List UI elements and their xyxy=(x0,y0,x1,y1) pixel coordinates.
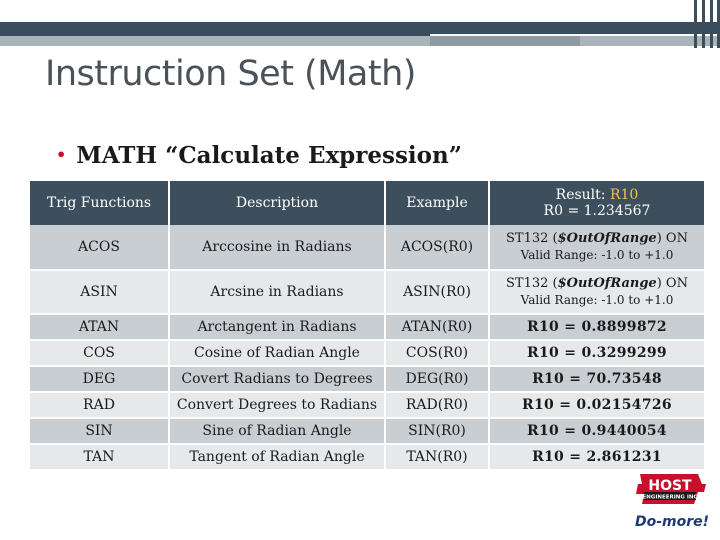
table-row xyxy=(30,393,706,419)
top-bar-segment xyxy=(430,36,580,46)
header-trig-functions: Trig Functions xyxy=(30,181,170,225)
cell-description: Tangent of Radian Angle xyxy=(170,445,386,471)
err-range: Valid Range: -1.0 to +1.0 xyxy=(520,293,674,307)
cell-example: SIN(R0) xyxy=(386,419,490,445)
cell-result: R10 = 0.9440054 xyxy=(490,419,706,445)
cell-description: Convert Degrees to Radians xyxy=(170,393,386,419)
cell-example: ASIN(R0) xyxy=(386,271,490,315)
header-example: Example xyxy=(386,181,490,225)
corner-stripes xyxy=(692,0,720,48)
table-row xyxy=(30,445,706,471)
bullet-icon: • xyxy=(56,145,67,164)
cell-result xyxy=(490,271,706,315)
table-row xyxy=(30,315,706,341)
cell-description: Arcsine in Radians xyxy=(170,271,386,315)
bullet-text: MATH “Calculate Expression” xyxy=(76,142,462,169)
cell-result xyxy=(490,225,706,271)
cell-description: Cosine of Radian Angle xyxy=(170,341,386,367)
cell-function: ACOS xyxy=(30,225,170,271)
top-gray-bar xyxy=(0,36,720,46)
cell-example: ATAN(R0) xyxy=(386,315,490,341)
cell-function: ASIN xyxy=(30,271,170,315)
cell-description: Arctangent in Radians xyxy=(170,315,386,341)
err-suffix: ) ON xyxy=(656,276,688,291)
math-functions-table xyxy=(30,181,706,471)
cell-function: ATAN xyxy=(30,315,170,341)
table-row xyxy=(30,367,706,393)
header-result-register: R10 xyxy=(609,187,639,203)
cell-description: Arccosine in Radians xyxy=(170,225,386,271)
err-suffix: ) ON xyxy=(656,231,688,246)
err-range: Valid Range: -1.0 to +1.0 xyxy=(520,248,674,262)
cell-example: RAD(R0) xyxy=(386,393,490,419)
cell-description: Sine of Radian Angle xyxy=(170,419,386,445)
logo-sub: ENGINEERING INC xyxy=(642,494,698,501)
err-prefix: ST132 ( xyxy=(506,276,558,291)
table-header-row xyxy=(30,181,706,225)
table-row xyxy=(30,341,706,367)
err-flag: $OutOfRange xyxy=(557,276,657,291)
top-dark-bar xyxy=(0,22,720,34)
cell-example: ACOS(R0) xyxy=(386,225,490,271)
page-title: Instruction Set (Math) xyxy=(45,54,416,94)
logo-tagline: Do-more! xyxy=(634,514,710,530)
host-domore-logo xyxy=(632,470,712,532)
cell-function: TAN xyxy=(30,445,170,471)
header-result xyxy=(490,181,706,225)
header-result-input: R0 = 1.234567 xyxy=(543,203,651,219)
cell-description: Covert Radians to Degrees xyxy=(170,367,386,393)
bullet-heading xyxy=(56,142,462,169)
cell-function: COS xyxy=(30,341,170,367)
err-flag: $OutOfRange xyxy=(557,231,657,246)
cell-function: RAD xyxy=(30,393,170,419)
cell-result: R10 = 70.73548 xyxy=(490,367,706,393)
header-result-label: Result: xyxy=(555,187,606,203)
table-row xyxy=(30,419,706,445)
table-row xyxy=(30,271,706,315)
header-description: Description xyxy=(170,181,386,225)
cell-result: R10 = 0.02154726 xyxy=(490,393,706,419)
cell-function: DEG xyxy=(30,367,170,393)
cell-example: COS(R0) xyxy=(386,341,490,367)
cell-example: TAN(R0) xyxy=(386,445,490,471)
cell-function: SIN xyxy=(30,419,170,445)
cell-result: R10 = 0.8899872 xyxy=(490,315,706,341)
logo-brand: HOST xyxy=(648,478,692,494)
cell-result: R10 = 2.861231 xyxy=(490,445,706,471)
table-row xyxy=(30,225,706,271)
cell-result: R10 = 0.3299299 xyxy=(490,341,706,367)
err-prefix: ST132 ( xyxy=(506,231,558,246)
cell-example: DEG(R0) xyxy=(386,367,490,393)
